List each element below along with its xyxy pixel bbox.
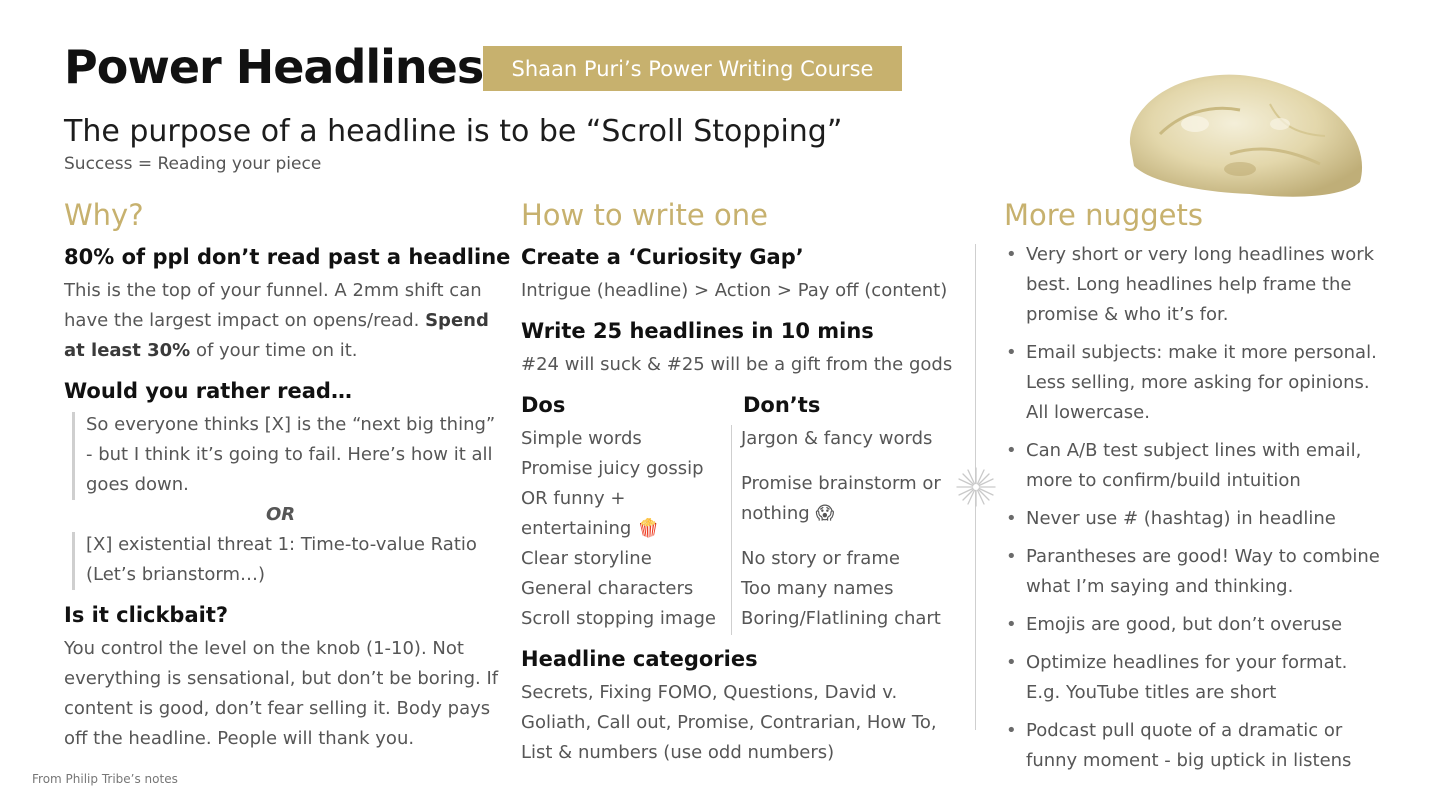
why-section3-text: You control the level on the knob (1-10). Not everything is sensational, but don’t be boring. If content is good, don’t fear selling it. Body pays off the headline. People will thank you.	[64, 638, 499, 749]
nugget-item: • Podcast pull quote of a dramatic or funny moment - big uptick in listens	[1004, 716, 1384, 776]
dos-item: General characters	[521, 578, 694, 599]
dos-item: Scroll stopping image	[521, 608, 716, 629]
why-section1-text-bold: Spend at least 30%	[64, 310, 489, 361]
how-section1-title: Create a ‘Curiosity Gap’	[521, 245, 804, 269]
why-section3-title: Is it clickbait?	[64, 603, 229, 627]
or-label: OR	[266, 504, 296, 525]
footer-credit: From Philip Tribe’s notes	[32, 772, 178, 786]
donts-item: No story or frame	[741, 548, 900, 569]
quote1-bar	[72, 412, 75, 500]
quote1-text: So everyone thinks [X] is the “next big thing” - but I think it’s going to fail. Here’s how it all goes down.	[86, 414, 496, 495]
nugget-item: • Optimize headlines for your format. E.g. YouTube titles are short	[1004, 648, 1384, 708]
how-section3-title: Headline categories	[521, 647, 758, 671]
nugget-item: • Can A/B test subject lines with email, more to confirm/build intuition	[1004, 436, 1384, 496]
dos-item: Promise juicy gossip	[521, 458, 704, 479]
course-badge	[483, 46, 902, 91]
why-section1-title: 80% of ppl don’t read past a headline	[64, 245, 511, 269]
how-section2-text: #24 will suck & #25 will be a gift from the gods	[521, 354, 953, 375]
donts-item: Promise brainstorm or nothing 😱	[741, 473, 941, 524]
nugget-item: • Never use # (hashtag) in headline	[1004, 504, 1384, 534]
dos-title: Dos	[521, 393, 566, 417]
how-section1-text: Intrigue (headline) > Action > Pay off (content)	[521, 280, 948, 301]
dos-item: Simple words	[521, 428, 642, 449]
nugget-item: • Very short or very long headlines work best. Long headlines help frame the promise & who it’s for.	[1004, 240, 1384, 330]
course-badge-label: Shaan Puri’s Power Writing Course	[511, 56, 874, 81]
donts-item: Jargon & fancy words	[741, 428, 933, 449]
donts-item: Boring/Flatlining chart	[741, 608, 941, 629]
nugget-item: • Parantheses are good! Way to combine what I’m saying and thinking.	[1004, 542, 1384, 602]
why-section1-text-b: of your time on it.	[195, 340, 358, 361]
page-title: Power Headlines	[64, 40, 484, 94]
donts-title: Don’ts	[743, 393, 821, 417]
nugget-item: • Emojis are good, but don’t overuse	[1004, 610, 1384, 640]
quote2-text: [X] existential threat 1: Time-to-value Ratio (Let’s brianstorm…)	[86, 534, 477, 585]
why-section1-text-a: This is the top of your funnel. A 2mm shift can have the largest impact on opens/read.	[64, 280, 482, 331]
dos-item: Clear storyline	[521, 548, 652, 569]
nuggets-list	[1004, 240, 1384, 784]
donts-item: Too many names	[741, 578, 894, 599]
why-section1-text	[64, 276, 504, 366]
nuggets-heading: More nuggets	[1004, 198, 1204, 232]
why-section2-title: Would you rather read…	[64, 379, 352, 403]
gold-nugget-rock-image	[1120, 64, 1372, 204]
how-section2-title: Write 25 headlines in 10 mins	[521, 319, 874, 343]
how-heading: How to write one	[521, 198, 768, 232]
success-subtitle: Success = Reading your piece	[64, 154, 322, 174]
dos-item: OR funny + entertaining 🍿	[521, 488, 660, 539]
why-heading: Why?	[64, 198, 144, 232]
quote2-bar	[72, 532, 75, 590]
sparkle-icon	[955, 466, 997, 508]
nugget-item: • Email subjects: make it more personal. Less selling, more asking for opinions. All lowercase.	[1004, 338, 1384, 428]
purpose-heading: The purpose of a headline is to be “Scroll Stopping”	[64, 114, 843, 149]
how-section3-text: Secrets, Fixing FOMO, Questions, David v. Goliath, Call out, Promise, Contrarian, How To, List & numbers (use odd numbers)	[521, 682, 937, 763]
dos-donts-divider	[731, 425, 732, 635]
